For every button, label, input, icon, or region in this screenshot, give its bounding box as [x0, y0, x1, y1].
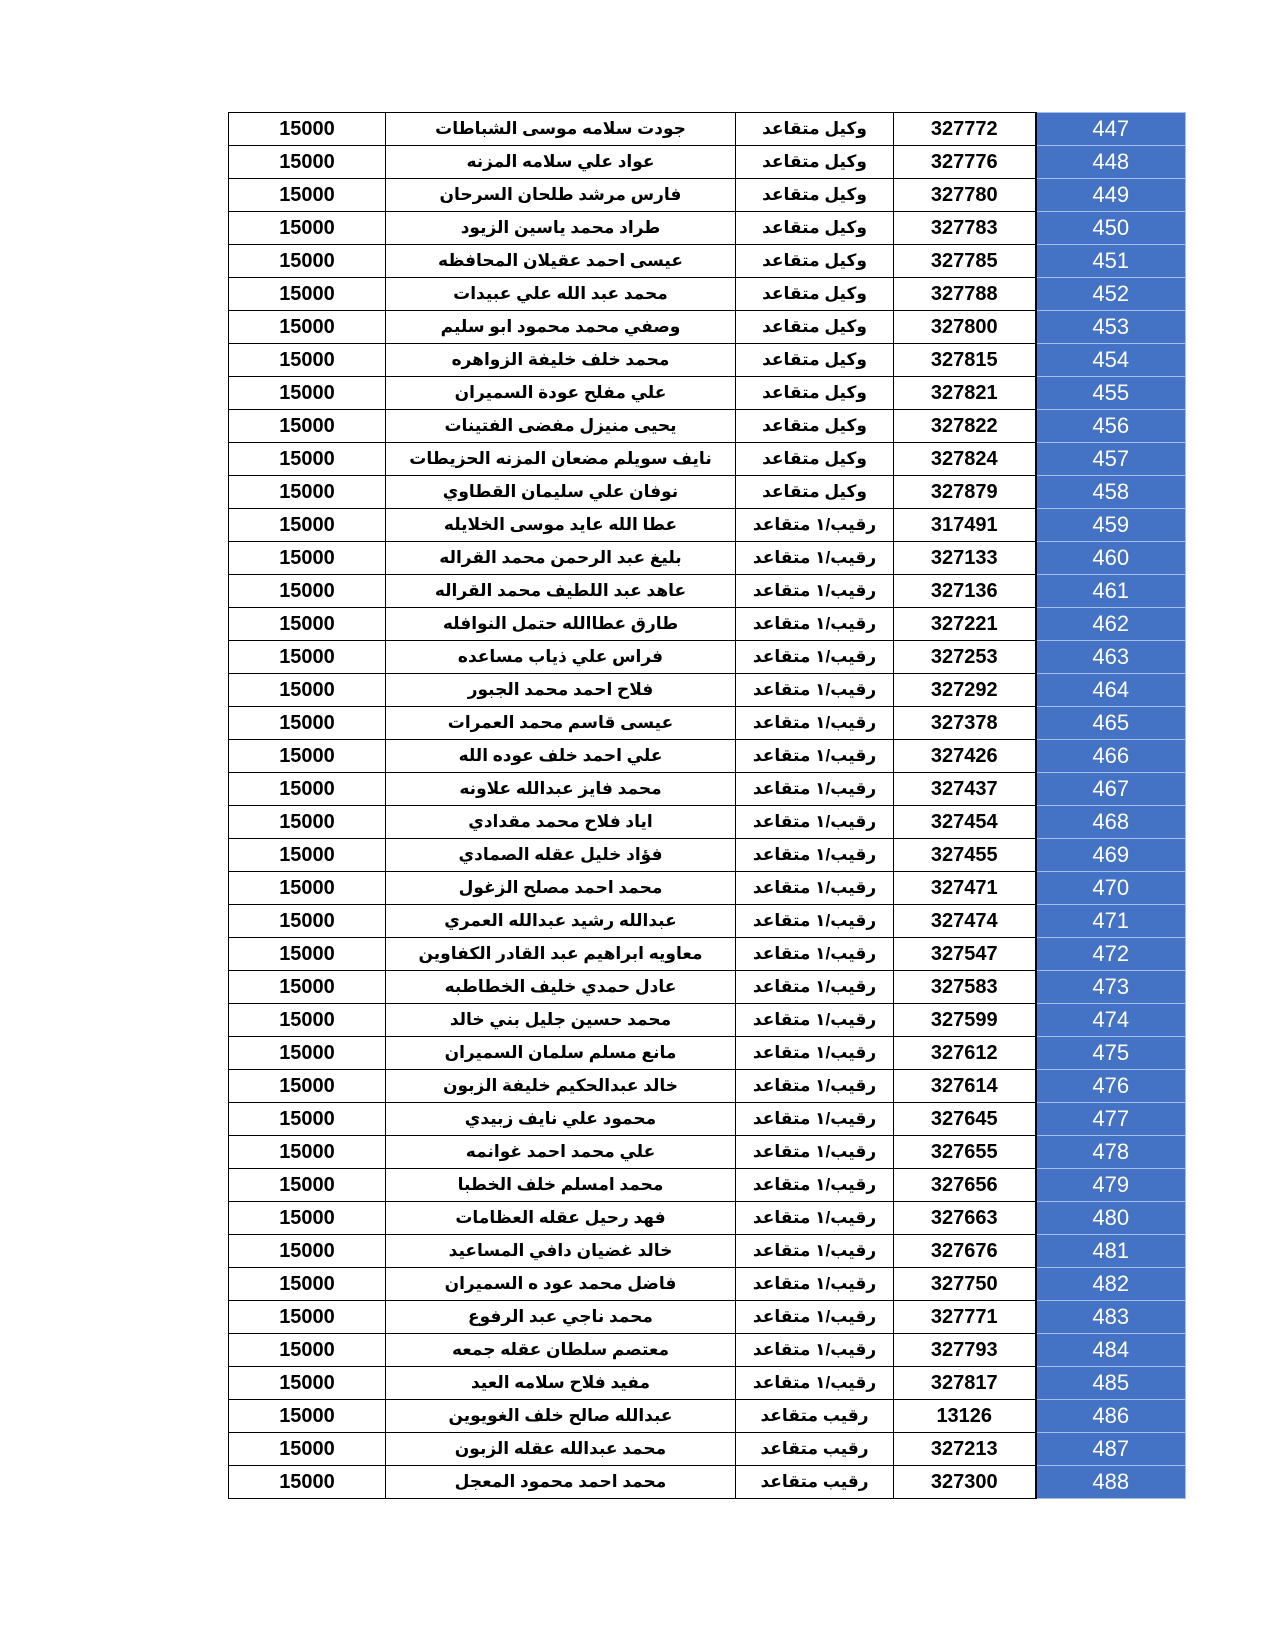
amount-cell: 15000 [229, 1301, 386, 1334]
rank-cell: وكيل متقاعد [736, 146, 894, 179]
table-row [229, 1367, 1186, 1400]
name-cell: فؤاد خليل عقله الصمادي [386, 839, 736, 872]
amount-cell: 15000 [229, 1268, 386, 1301]
rank-cell: وكيل متقاعد [736, 245, 894, 278]
amount-cell: 15000 [229, 311, 386, 344]
serial-number-cell: 452 [1036, 278, 1186, 311]
id-cell: 327292 [894, 674, 1036, 707]
name-cell: فهد رحيل عقله العظامات [386, 1202, 736, 1235]
amount-cell: 15000 [229, 344, 386, 377]
id-cell: 317491 [894, 509, 1036, 542]
id-cell: 327547 [894, 938, 1036, 971]
name-cell: فارس مرشد طلحان السرحان [386, 179, 736, 212]
amount-cell: 15000 [229, 146, 386, 179]
id-cell: 327426 [894, 740, 1036, 773]
id-cell: 327771 [894, 1301, 1036, 1334]
name-cell: عيسى قاسم محمد العمرات [386, 707, 736, 740]
name-cell: بليغ عبد الرحمن محمد القراله [386, 542, 736, 575]
rank-cell: رقيب متقاعد [736, 1466, 894, 1499]
table-row [229, 773, 1186, 806]
serial-number-cell: 456 [1036, 410, 1186, 443]
table-row [229, 1433, 1186, 1466]
id-cell: 327817 [894, 1367, 1036, 1400]
serial-number-cell: 486 [1036, 1400, 1186, 1433]
id-cell: 327221 [894, 608, 1036, 641]
table-row [229, 311, 1186, 344]
rank-cell: رقيب/١ متقاعد [736, 1268, 894, 1301]
rank-cell: رقيب/١ متقاعد [736, 707, 894, 740]
id-cell: 327750 [894, 1268, 1036, 1301]
table-row [229, 575, 1186, 608]
table-row [229, 707, 1186, 740]
table-row [229, 509, 1186, 542]
id-cell: 327471 [894, 872, 1036, 905]
name-cell: فلاح احمد محمد الجبور [386, 674, 736, 707]
rank-cell: رقيب/١ متقاعد [736, 905, 894, 938]
name-cell: محمد ناجي عبد الرفوع [386, 1301, 736, 1334]
amount-cell: 15000 [229, 608, 386, 641]
rank-cell: رقيب متقاعد [736, 1433, 894, 1466]
serial-number-cell: 451 [1036, 245, 1186, 278]
id-cell: 327783 [894, 212, 1036, 245]
serial-number-cell: 472 [1036, 938, 1186, 971]
amount-cell: 15000 [229, 509, 386, 542]
amount-cell: 15000 [229, 1202, 386, 1235]
amount-cell: 15000 [229, 641, 386, 674]
rank-cell: وكيل متقاعد [736, 278, 894, 311]
table-row [229, 1103, 1186, 1136]
rank-cell: رقيب/١ متقاعد [736, 1202, 894, 1235]
rank-cell: رقيب/١ متقاعد [736, 1367, 894, 1400]
id-cell: 327378 [894, 707, 1036, 740]
id-cell: 13126 [894, 1400, 1036, 1433]
table-row [229, 641, 1186, 674]
id-cell: 327822 [894, 410, 1036, 443]
name-cell: عواد علي سلامه المزنه [386, 146, 736, 179]
serial-number-cell: 448 [1036, 146, 1186, 179]
table-row [229, 278, 1186, 311]
amount-cell: 15000 [229, 1103, 386, 1136]
amount-cell: 15000 [229, 971, 386, 1004]
id-cell: 327800 [894, 311, 1036, 344]
table-row [229, 839, 1186, 872]
table-row [229, 1268, 1186, 1301]
rank-cell: وكيل متقاعد [736, 113, 894, 146]
serial-number-cell: 460 [1036, 542, 1186, 575]
id-cell: 327474 [894, 905, 1036, 938]
rank-cell: وكيل متقاعد [736, 410, 894, 443]
rank-cell: رقيب/١ متقاعد [736, 1136, 894, 1169]
serial-number-cell: 483 [1036, 1301, 1186, 1334]
table-row [229, 542, 1186, 575]
id-cell: 327612 [894, 1037, 1036, 1070]
name-cell: خالد عبدالحكيم خليفة الزبون [386, 1070, 736, 1103]
table-row [229, 245, 1186, 278]
name-cell: اياد فلاح محمد مقدادي [386, 806, 736, 839]
serial-number-cell: 471 [1036, 905, 1186, 938]
table-row [229, 1004, 1186, 1037]
rank-cell: رقيب/١ متقاعد [736, 641, 894, 674]
serial-number-cell: 458 [1036, 476, 1186, 509]
id-cell: 327824 [894, 443, 1036, 476]
amount-cell: 15000 [229, 872, 386, 905]
amount-cell: 15000 [229, 179, 386, 212]
name-cell: مانع مسلم سلمان السميران [386, 1037, 736, 1070]
name-cell: محمد احمد مصلح الزغول [386, 872, 736, 905]
table-row [229, 1301, 1186, 1334]
amount-cell: 15000 [229, 905, 386, 938]
name-cell: خالد غضيان دافي المساعيد [386, 1235, 736, 1268]
id-cell: 327253 [894, 641, 1036, 674]
amount-cell: 15000 [229, 1466, 386, 1499]
rank-cell: رقيب/١ متقاعد [736, 575, 894, 608]
name-cell: محمد عبد الله علي عبيدات [386, 278, 736, 311]
rank-cell: رقيب/١ متقاعد [736, 740, 894, 773]
amount-cell: 15000 [229, 674, 386, 707]
table-row [229, 740, 1186, 773]
serial-number-cell: 459 [1036, 509, 1186, 542]
table-row [229, 1235, 1186, 1268]
serial-number-cell: 469 [1036, 839, 1186, 872]
amount-cell: 15000 [229, 542, 386, 575]
rank-cell: وكيل متقاعد [736, 212, 894, 245]
name-cell: علي احمد خلف عوده الله [386, 740, 736, 773]
table-row [229, 179, 1186, 212]
name-cell: معاويه ابراهيم عبد القادر الكفاوين [386, 938, 736, 971]
rank-cell: رقيب/١ متقاعد [736, 1070, 894, 1103]
serial-number-cell: 464 [1036, 674, 1186, 707]
amount-cell: 15000 [229, 839, 386, 872]
table-row [229, 1169, 1186, 1202]
name-cell: عطا الله عايد موسى الخلايله [386, 509, 736, 542]
rank-cell: رقيب/١ متقاعد [736, 1037, 894, 1070]
amount-cell: 15000 [229, 773, 386, 806]
serial-number-cell: 470 [1036, 872, 1186, 905]
table-row [229, 1400, 1186, 1433]
id-cell: 327455 [894, 839, 1036, 872]
amount-cell: 15000 [229, 377, 386, 410]
rank-cell: رقيب متقاعد [736, 1400, 894, 1433]
name-cell: محمد حسين جليل بني خالد [386, 1004, 736, 1037]
serial-number-cell: 454 [1036, 344, 1186, 377]
serial-number-cell: 463 [1036, 641, 1186, 674]
table-body [229, 113, 1186, 1499]
table-row [229, 1202, 1186, 1235]
name-cell: محمد امسلم خلف الخطبا [386, 1169, 736, 1202]
id-cell: 327676 [894, 1235, 1036, 1268]
serial-number-cell: 457 [1036, 443, 1186, 476]
table-row [229, 674, 1186, 707]
name-cell: عيسى احمد عقيلان المحافظه [386, 245, 736, 278]
table-row [229, 377, 1186, 410]
serial-number-cell: 482 [1036, 1268, 1186, 1301]
id-cell: 327300 [894, 1466, 1036, 1499]
id-cell: 327772 [894, 113, 1036, 146]
id-cell: 327583 [894, 971, 1036, 1004]
amount-cell: 15000 [229, 938, 386, 971]
table-row [229, 872, 1186, 905]
table-row [229, 806, 1186, 839]
serial-number-cell: 477 [1036, 1103, 1186, 1136]
table-row [229, 443, 1186, 476]
serial-number-cell: 488 [1036, 1466, 1186, 1499]
amount-cell: 15000 [229, 1400, 386, 1433]
table-row [229, 905, 1186, 938]
name-cell: طراد محمد ياسين الزيود [386, 212, 736, 245]
serial-number-cell: 449 [1036, 179, 1186, 212]
amount-cell: 15000 [229, 806, 386, 839]
serial-number-cell: 481 [1036, 1235, 1186, 1268]
rank-cell: وكيل متقاعد [736, 311, 894, 344]
serial-number-cell: 485 [1036, 1367, 1186, 1400]
amount-cell: 15000 [229, 1136, 386, 1169]
name-cell: جودت سلامه موسى الشباطات [386, 113, 736, 146]
amount-cell: 15000 [229, 740, 386, 773]
personnel-table [228, 112, 1186, 1499]
table-row [229, 1037, 1186, 1070]
table-row [229, 212, 1186, 245]
table-row [229, 1070, 1186, 1103]
table-row [229, 971, 1186, 1004]
serial-number-cell: 479 [1036, 1169, 1186, 1202]
serial-number-cell: 484 [1036, 1334, 1186, 1367]
rank-cell: رقيب/١ متقاعد [736, 773, 894, 806]
serial-number-cell: 461 [1036, 575, 1186, 608]
serial-number-cell: 468 [1036, 806, 1186, 839]
serial-number-cell: 462 [1036, 608, 1186, 641]
amount-cell: 15000 [229, 707, 386, 740]
name-cell: معتصم سلطان عقله جمعه [386, 1334, 736, 1367]
rank-cell: وكيل متقاعد [736, 476, 894, 509]
serial-number-cell: 475 [1036, 1037, 1186, 1070]
amount-cell: 15000 [229, 113, 386, 146]
name-cell: علي محمد احمد غوانمه [386, 1136, 736, 1169]
serial-number-cell: 473 [1036, 971, 1186, 1004]
table-row [229, 146, 1186, 179]
name-cell: يحيى منيزل مفضى الفتينات [386, 410, 736, 443]
rank-cell: وكيل متقاعد [736, 443, 894, 476]
name-cell: عاهد عبد اللطيف محمد القراله [386, 575, 736, 608]
rank-cell: وكيل متقاعد [736, 344, 894, 377]
rank-cell: رقيب/١ متقاعد [736, 674, 894, 707]
amount-cell: 15000 [229, 1367, 386, 1400]
rank-cell: رقيب/١ متقاعد [736, 1235, 894, 1268]
id-cell: 327133 [894, 542, 1036, 575]
id-cell: 327656 [894, 1169, 1036, 1202]
serial-number-cell: 474 [1036, 1004, 1186, 1037]
rank-cell: رقيب/١ متقاعد [736, 806, 894, 839]
serial-number-cell: 453 [1036, 311, 1186, 344]
amount-cell: 15000 [229, 476, 386, 509]
name-cell: عبدالله رشيد عبدالله العمري [386, 905, 736, 938]
serial-number-cell: 487 [1036, 1433, 1186, 1466]
id-cell: 327599 [894, 1004, 1036, 1037]
serial-number-cell: 467 [1036, 773, 1186, 806]
name-cell: فاضل محمد عود ه السميران [386, 1268, 736, 1301]
serial-number-cell: 465 [1036, 707, 1186, 740]
name-cell: وصفي محمد محمود ابو سليم [386, 311, 736, 344]
rank-cell: وكيل متقاعد [736, 377, 894, 410]
amount-cell: 15000 [229, 1037, 386, 1070]
table-row [229, 938, 1186, 971]
name-cell: نوفان علي سليمان القطاوي [386, 476, 736, 509]
id-cell: 327655 [894, 1136, 1036, 1169]
amount-cell: 15000 [229, 245, 386, 278]
table-row [229, 113, 1186, 146]
name-cell: علي مفلح عودة السميران [386, 377, 736, 410]
table-row [229, 1136, 1186, 1169]
name-cell: محمد عبدالله عقله الزبون [386, 1433, 736, 1466]
amount-cell: 15000 [229, 1433, 386, 1466]
id-cell: 327879 [894, 476, 1036, 509]
amount-cell: 15000 [229, 1004, 386, 1037]
id-cell: 327785 [894, 245, 1036, 278]
amount-cell: 15000 [229, 575, 386, 608]
id-cell: 327645 [894, 1103, 1036, 1136]
rank-cell: رقيب/١ متقاعد [736, 839, 894, 872]
serial-number-cell: 480 [1036, 1202, 1186, 1235]
name-cell: محمد احمد محمود المعجل [386, 1466, 736, 1499]
id-cell: 327437 [894, 773, 1036, 806]
amount-cell: 15000 [229, 1070, 386, 1103]
name-cell: عبدالله صالح خلف الغويوين [386, 1400, 736, 1433]
table-row [229, 476, 1186, 509]
amount-cell: 15000 [229, 212, 386, 245]
id-cell: 327815 [894, 344, 1036, 377]
table-row [229, 410, 1186, 443]
name-cell: محمود علي نايف زبيدي [386, 1103, 736, 1136]
id-cell: 327454 [894, 806, 1036, 839]
rank-cell: رقيب/١ متقاعد [736, 1004, 894, 1037]
name-cell: فراس علي ذياب مساعده [386, 641, 736, 674]
rank-cell: رقيب/١ متقاعد [736, 971, 894, 1004]
rank-cell: رقيب/١ متقاعد [736, 509, 894, 542]
rank-cell: رقيب/١ متقاعد [736, 1169, 894, 1202]
table-row [229, 608, 1186, 641]
serial-number-cell: 478 [1036, 1136, 1186, 1169]
name-cell: محمد فايز عبدالله علاونه [386, 773, 736, 806]
amount-cell: 15000 [229, 1169, 386, 1202]
name-cell: نايف سويلم مضعان المزنه الحزيطات [386, 443, 736, 476]
rank-cell: رقيب/١ متقاعد [736, 1334, 894, 1367]
name-cell: محمد خلف خليفة الزواهره [386, 344, 736, 377]
id-cell: 327136 [894, 575, 1036, 608]
amount-cell: 15000 [229, 278, 386, 311]
id-cell: 327663 [894, 1202, 1036, 1235]
rank-cell: رقيب/١ متقاعد [736, 938, 894, 971]
name-cell: مفيد فلاح سلامه العيد [386, 1367, 736, 1400]
rank-cell: رقيب/١ متقاعد [736, 542, 894, 575]
rank-cell: وكيل متقاعد [736, 179, 894, 212]
amount-cell: 15000 [229, 410, 386, 443]
amount-cell: 15000 [229, 1334, 386, 1367]
amount-cell: 15000 [229, 443, 386, 476]
rank-cell: رقيب/١ متقاعد [736, 1301, 894, 1334]
serial-number-cell: 455 [1036, 377, 1186, 410]
table-row [229, 1334, 1186, 1367]
name-cell: عادل حمدي خليف الخطاطبه [386, 971, 736, 1004]
id-cell: 327788 [894, 278, 1036, 311]
id-cell: 327821 [894, 377, 1036, 410]
id-cell: 327780 [894, 179, 1036, 212]
id-cell: 327776 [894, 146, 1036, 179]
table-row [229, 1466, 1186, 1499]
id-cell: 327213 [894, 1433, 1036, 1466]
name-cell: طارق عطاالله حتمل النوافله [386, 608, 736, 641]
rank-cell: رقيب/١ متقاعد [736, 872, 894, 905]
serial-number-cell: 476 [1036, 1070, 1186, 1103]
rank-cell: رقيب/١ متقاعد [736, 608, 894, 641]
id-cell: 327614 [894, 1070, 1036, 1103]
amount-cell: 15000 [229, 1235, 386, 1268]
serial-number-cell: 466 [1036, 740, 1186, 773]
table-row [229, 344, 1186, 377]
serial-number-cell: 447 [1036, 113, 1186, 146]
serial-number-cell: 450 [1036, 212, 1186, 245]
rank-cell: رقيب/١ متقاعد [736, 1103, 894, 1136]
id-cell: 327793 [894, 1334, 1036, 1367]
